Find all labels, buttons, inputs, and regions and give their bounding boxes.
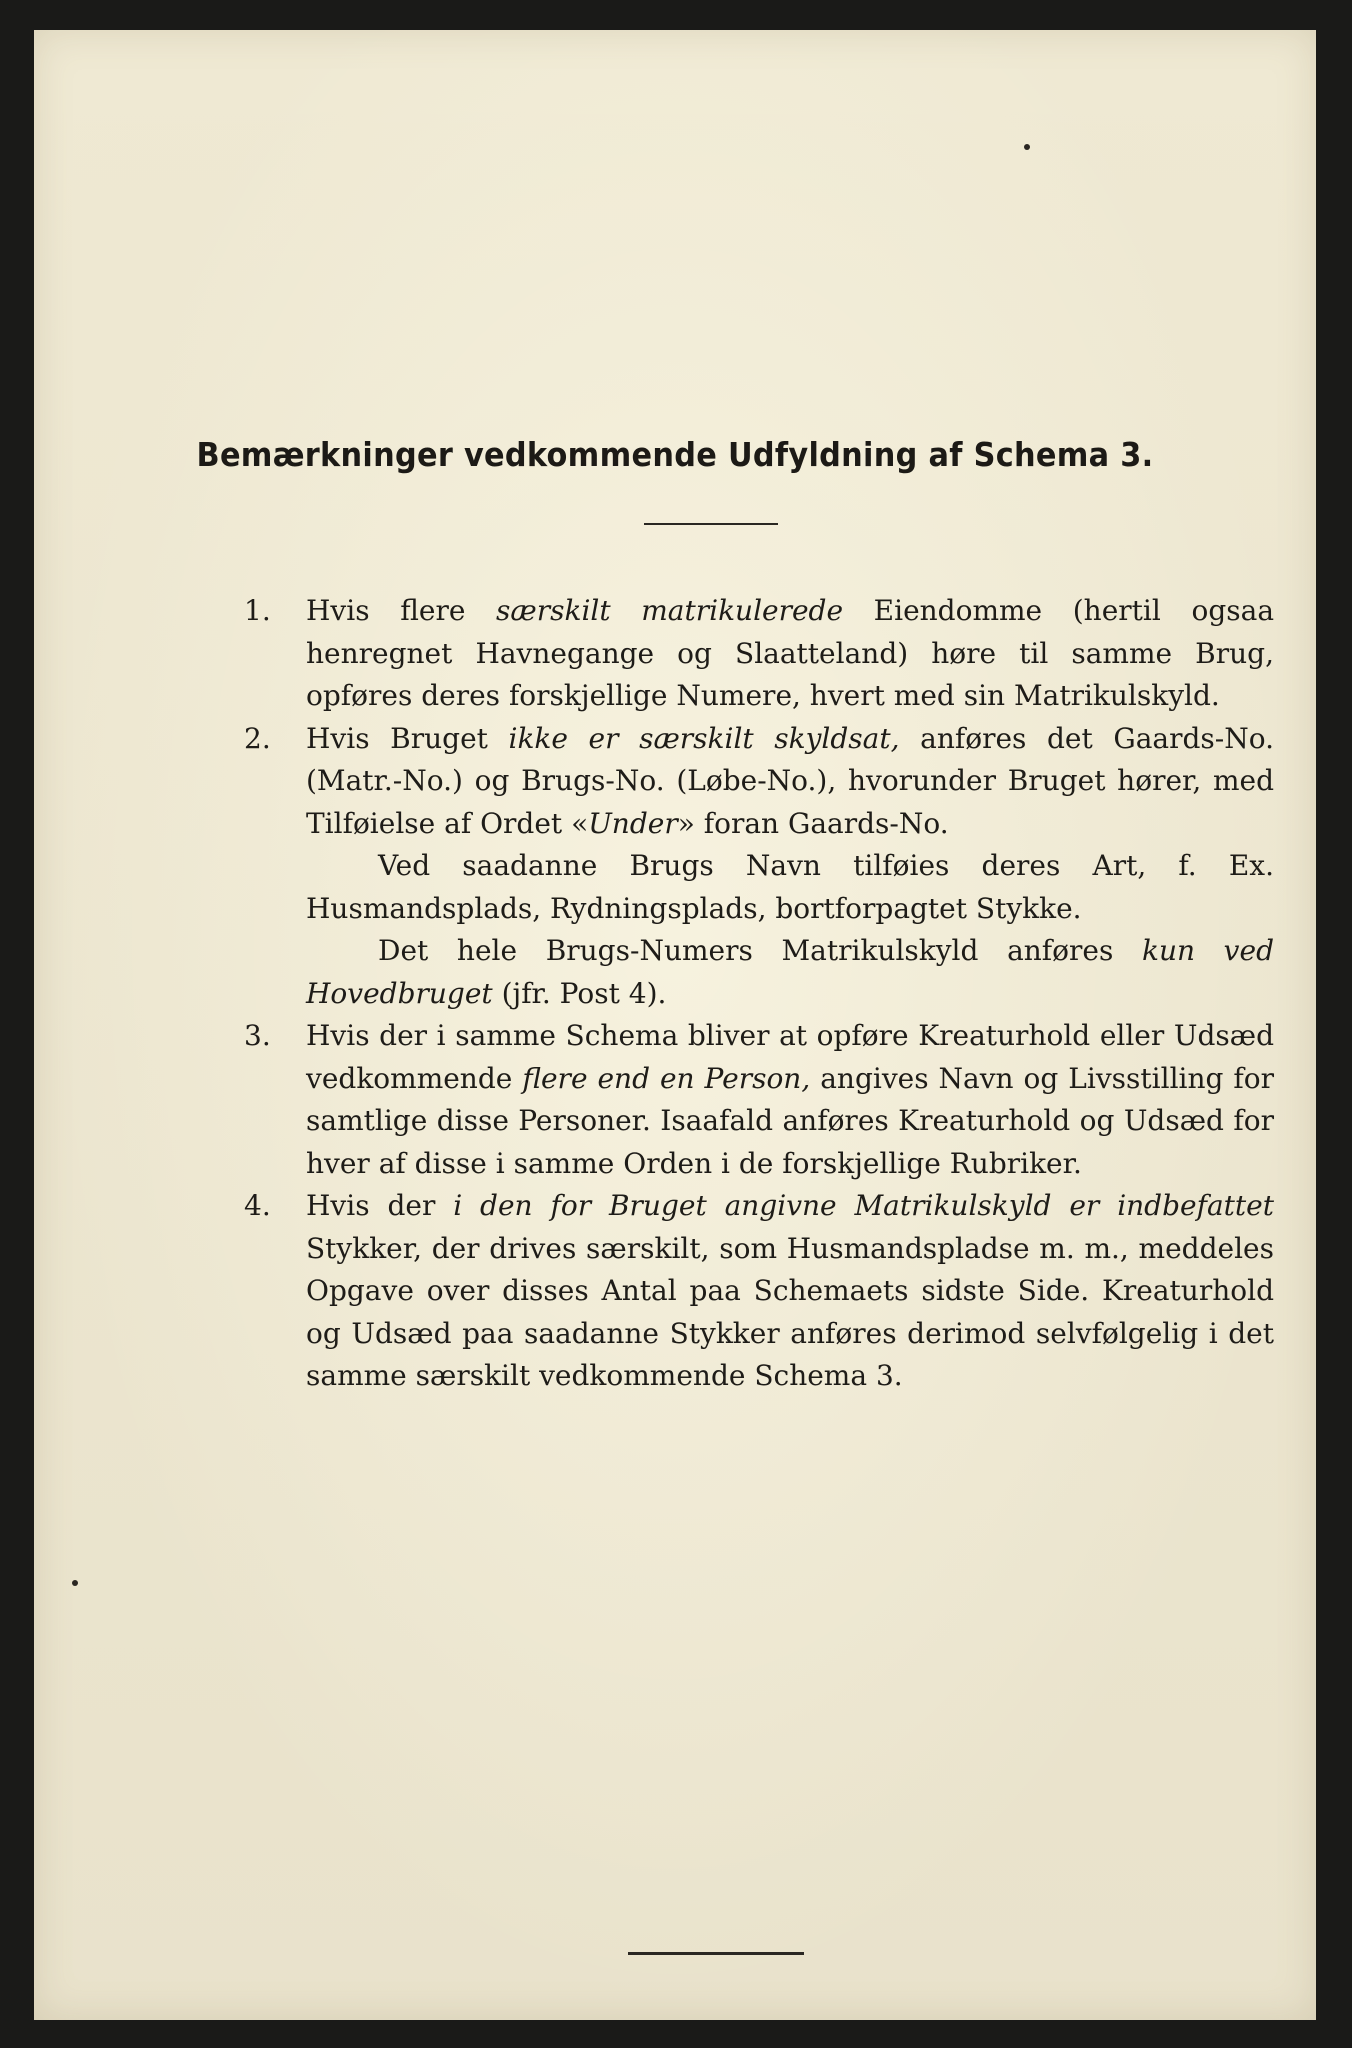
note-text: Hvis flere <box>306 594 497 627</box>
note-text: (jfr. Post 4). <box>492 976 667 1010</box>
note-item-4 <box>244 1185 1274 1398</box>
emphasized-text: ikke er særskilt skyldsat, <box>508 721 900 755</box>
note-text: Hvis der <box>306 1189 454 1222</box>
document-page <box>34 30 1316 2020</box>
note-paragraph <box>306 590 1274 718</box>
heading-rule <box>644 523 778 525</box>
closing-rule <box>628 1952 804 1955</box>
note-paragraph <box>306 718 1274 846</box>
note-text: Ved saadanne Brugs Navn tilføies deres Art, f. Ex. Husmandsplads, Rydningsplads, bortforpagtet Stykke. <box>306 849 1274 925</box>
emphasized-text: kun ved Hovedbruget <box>306 934 1274 1010</box>
page-heading: Bemærkninger vedkommende Udfyldning af Schema 3. <box>196 435 1154 474</box>
note-number: 2. <box>244 721 271 755</box>
note-number: 3. <box>244 1019 271 1052</box>
note-text: Eiendomme (hertil ogsaa henregnet Havnegange og Slaatteland) høre til samme Brug, opføres deres forskjellige Numere, hvert med sin Matrikulskyld. <box>306 594 1275 712</box>
note-item-1 <box>244 590 1274 718</box>
ink-speck <box>1024 144 1030 150</box>
note-text: » foran Gaards-No. <box>677 806 949 840</box>
note-text: Hvis der i samme Schema bliver at opføre Kreaturhold eller Udsæd vedkommende <box>306 1019 1274 1095</box>
note-text: angives Navn og Livsstilling for samtlige disse Personer. Isaafald anføres Kreaturhold og Udsæd for hver af disse i samme Orden i de forskjellige Rubriker. <box>306 1061 1275 1180</box>
ink-speck <box>72 1580 78 1586</box>
note-item-2 <box>244 718 1274 1016</box>
emphasized-text: flere end en Person, <box>522 1061 811 1095</box>
emphasized-text: i den for Bruget angivne Matrikulskyld er indbefattet <box>453 1189 1274 1222</box>
note-paragraph <box>306 845 1274 930</box>
note-number: 1. <box>244 594 271 627</box>
note-text: Det hele Brugs-Numers Matrikulskyld anføres <box>378 934 1142 967</box>
note-paragraph <box>306 930 1274 1015</box>
note-number: 4. <box>244 1189 271 1222</box>
note-paragraph <box>306 1015 1274 1185</box>
note-text: anføres det Gaards-No. (Matr.-No.) og Brugs-No. (Løbe-No.), hvorunder Bruget hører, med Tilføielse af Ordet « <box>306 721 1274 840</box>
emphasized-text: Under <box>588 806 678 840</box>
notes-list <box>244 590 1274 1398</box>
note-text: Stykker, der drives særskilt, som Husmandspladse m. m., meddeles Opgave over disses Antal paa Schemaets sidste Side. Kreaturhold og Udsæd paa saadanne Stykker anføres derimod selvfølgelig i det samme særskilt vedkommende Schema 3. <box>306 1231 1274 1392</box>
note-text: Hvis Bruget <box>306 721 509 755</box>
note-item-3 <box>244 1015 1274 1185</box>
note-paragraph <box>306 1185 1274 1398</box>
emphasized-text: særskilt matrikulerede <box>496 594 844 627</box>
